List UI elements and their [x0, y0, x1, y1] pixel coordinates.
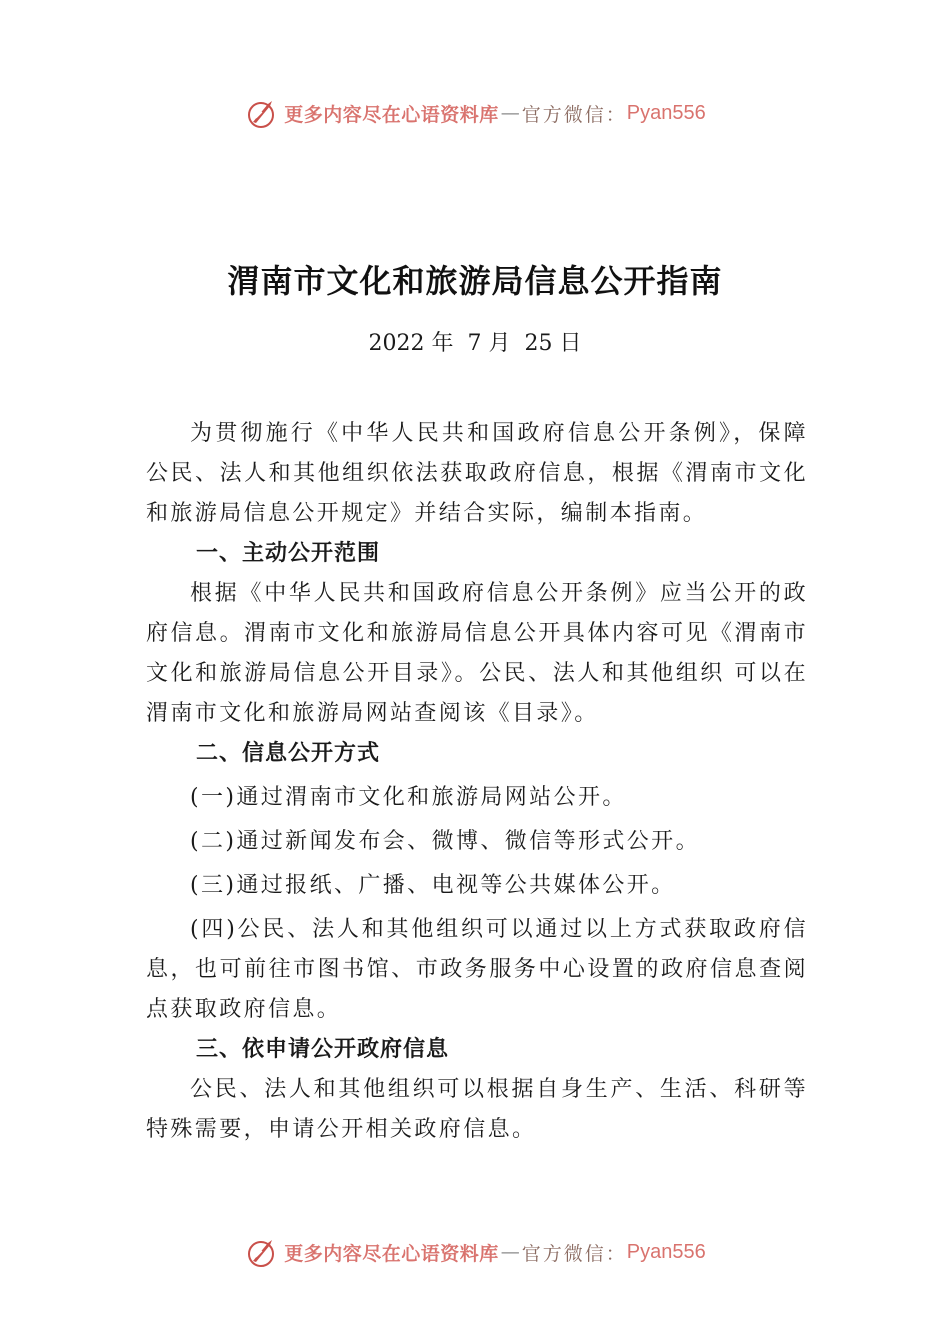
banner-brand: 更多内容尽在心语资料库 [284, 103, 499, 126]
list-item: (三)通过报纸、广播、电视等公共媒体公开。 [190, 873, 676, 898]
document-body [146, 414, 808, 1150]
section-paragraph: 根据《中华人民共和国政府信息公开条例》应当公开的政府信息。渭南市文化和旅游局信息公开具体内容可见《渭南市文化和旅游局信息公开目录》。公民、法人和其他组织 可以在渭南市文化和旅游局网站查阅该《目录》。 [146, 581, 808, 726]
section-paragraph: 公民、法人和其他组织可以根据自身生产、生活、科研等特殊需要，申请公开相关政府信息。 [146, 1077, 808, 1142]
document-date: 2022 年 7 月 25 日 [368, 331, 582, 356]
banner-wechat-id: Pyan556 [626, 1240, 706, 1263]
banner-wechat-label: 官方微信： [521, 1242, 627, 1265]
header-banner [0, 96, 950, 130]
quill-pen-logo-icon [244, 96, 278, 130]
footer-banner [0, 1235, 950, 1269]
document-title: 渭南市文化和旅游局信息公开指南 [227, 262, 723, 300]
section-heading: 二、信息公开方式 [196, 741, 381, 766]
banner-separator: — [500, 102, 520, 124]
section-heading: 一、主动公开范围 [196, 541, 381, 566]
list-item: (一)通过渭南市文化和旅游局网站公开。 [190, 785, 627, 810]
intro-paragraph: 为贯彻施行《中华人民共和国政府信息公开条例》，保障公民、法人和其他组织依法获取政府信息，根据《渭南市文化和旅游局信息公开规定》并结合实际，编制本指南。 [146, 421, 808, 526]
banner-wechat-label: 官方微信： [521, 103, 627, 126]
banner-separator: — [500, 1241, 520, 1263]
section-heading: 三、依申请公开政府信息 [196, 1037, 450, 1062]
quill-pen-logo-icon [244, 1235, 278, 1269]
list-item: (二)通过新闻发布会、微博、微信等形式公开。 [190, 829, 700, 854]
banner-brand: 更多内容尽在心语资料库 [284, 1242, 499, 1265]
banner-wechat-id: Pyan556 [626, 101, 706, 124]
list-item: (四)公民、法人和其他组织可以通过以上方式获取政府信息，也可前往市图书馆、市政务服务中心设置的政府信息查阅点获取政府信息。 [146, 917, 808, 1022]
